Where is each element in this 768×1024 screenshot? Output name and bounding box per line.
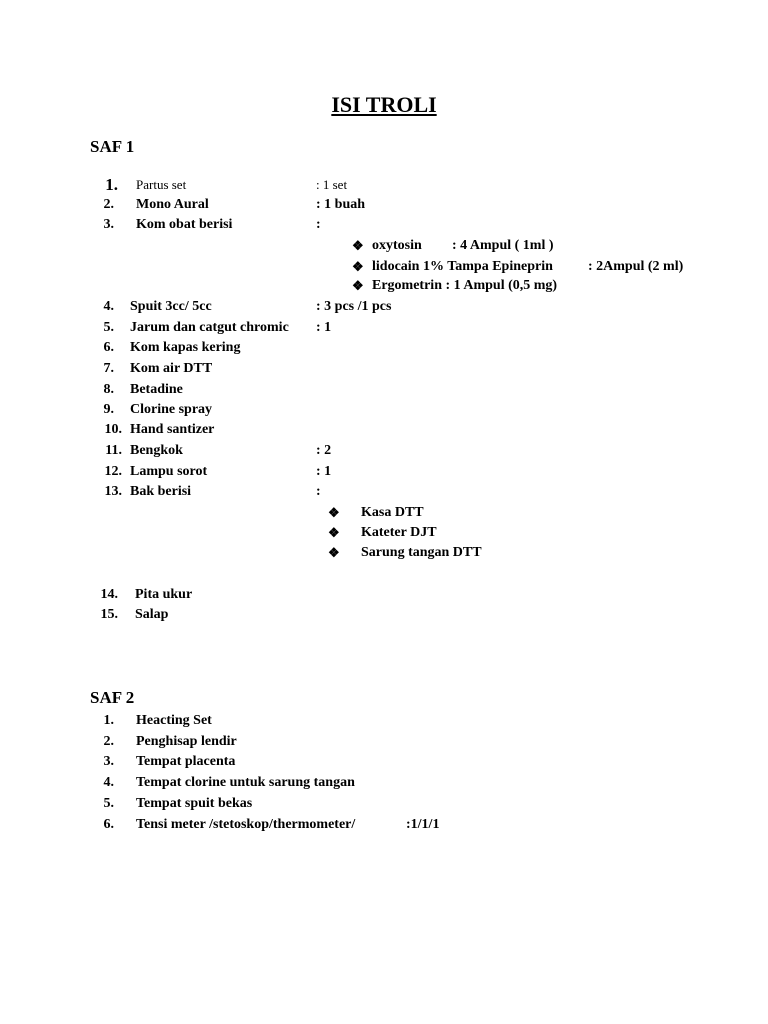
item-value: : 1 set — [316, 177, 348, 192]
item-label: Spuit 3cc/ 5cc — [130, 299, 212, 314]
item-number: 6. — [103, 817, 114, 832]
item-number: 14. — [100, 587, 118, 602]
item-value: : 3 pcs /1 pcs — [316, 299, 392, 314]
item-number: 6. — [103, 340, 114, 355]
section-heading-saf2: SAF 2 — [90, 688, 135, 707]
sub-item-value: : 2Ampul (2 ml) — [588, 259, 684, 274]
item-number: 2. — [103, 197, 114, 212]
item-number: 5. — [103, 796, 114, 811]
item-label: Bak berisi — [130, 484, 192, 499]
item-number: 7. — [103, 361, 114, 376]
item-number: 4. — [103, 775, 114, 790]
item-label: Hand santizer — [130, 422, 215, 437]
item-label: Tempat placenta — [136, 754, 236, 769]
item-number: 8. — [103, 382, 114, 397]
item-label: Tempat clorine untuk sarung tangan — [136, 775, 355, 790]
item-number: 11. — [105, 443, 122, 458]
diamond-bullet-icon: ❖ — [352, 278, 364, 293]
item-label: Mono Aural — [136, 197, 209, 212]
item-number: 5. — [103, 320, 114, 335]
item-label: Lampu sorot — [130, 464, 208, 479]
item-label: Betadine — [130, 382, 183, 397]
item-label: Penghisap lendir — [136, 734, 237, 749]
item-value: : 1 buah — [316, 197, 366, 212]
item-label: Kom obat berisi — [136, 217, 233, 232]
item-label: Kom kapas kering — [130, 340, 241, 355]
item-label: Bengkok — [130, 443, 183, 458]
sub-item-name: Kateter DJT — [361, 525, 437, 540]
item-number: 1. — [103, 713, 114, 728]
sub-item-name: oxytosin — [372, 238, 422, 253]
item-label: Tensi meter /stetoskop/thermometer/ — [136, 817, 356, 832]
sub-item-name: Ergometrin : 1 Ampul (0,5 mg) — [372, 278, 558, 293]
item-number: 3. — [103, 217, 114, 232]
item-number: 15. — [100, 607, 118, 622]
item-number: 13. — [104, 484, 122, 499]
item-number: 2. — [103, 734, 114, 749]
item-label: Heacting Set — [136, 713, 212, 728]
diamond-bullet-icon: ❖ — [328, 525, 340, 540]
sub-item-name: Sarung tangan DTT — [361, 545, 482, 560]
sub-item-name: lidocain 1% Tampa Epineprin — [372, 259, 553, 274]
diamond-bullet-icon: ❖ — [328, 505, 340, 520]
diamond-bullet-icon: ❖ — [352, 259, 364, 274]
item-value: : 1 — [316, 320, 332, 335]
item-label: Salap — [135, 607, 169, 622]
item-value: : 1 — [316, 464, 332, 479]
sub-item-name: Kasa DTT — [361, 505, 424, 520]
item-value: : 2 — [316, 443, 332, 458]
section-heading-saf1: SAF 1 — [90, 137, 135, 156]
item-number: 1. — [105, 175, 118, 194]
item-number: 10. — [104, 422, 122, 437]
page-title: ISI TROLI — [331, 92, 437, 117]
item-value: : — [316, 484, 321, 499]
item-label: Tempat spuit bekas — [136, 796, 253, 811]
item-value: : — [316, 217, 321, 232]
item-label: Partus set — [136, 177, 187, 192]
sub-item-value: : 4 Ampul ( 1ml ) — [452, 238, 554, 253]
item-number: 9. — [103, 402, 114, 417]
item-number: 3. — [103, 754, 114, 769]
item-number: 4. — [103, 299, 114, 314]
item-label: Clorine spray — [130, 402, 213, 417]
item-label: Kom air DTT — [130, 361, 213, 376]
item-value: :1/1/1 — [406, 817, 440, 832]
item-number: 12. — [104, 464, 122, 479]
diamond-bullet-icon: ❖ — [328, 545, 340, 560]
diamond-bullet-icon: ❖ — [352, 238, 364, 253]
item-label: Pita ukur — [135, 587, 193, 602]
item-label: Jarum dan catgut chromic — [130, 320, 289, 335]
